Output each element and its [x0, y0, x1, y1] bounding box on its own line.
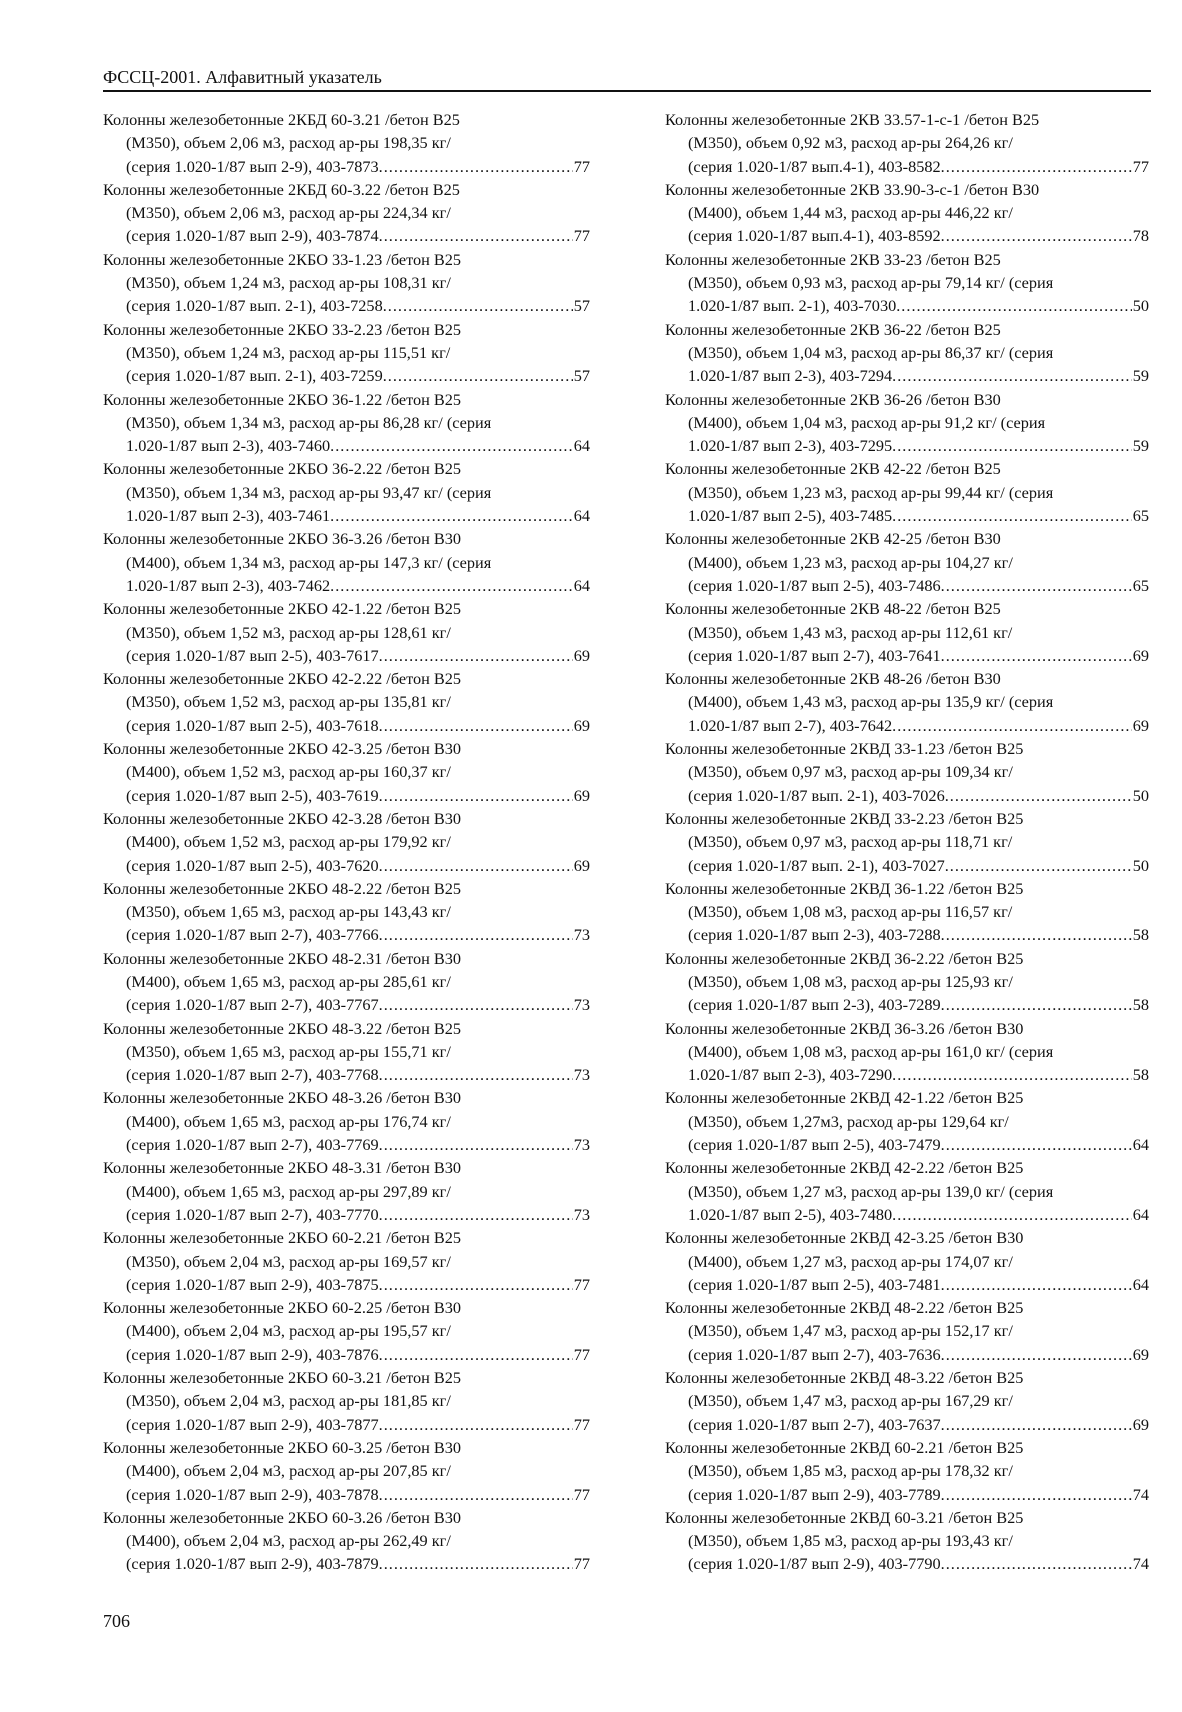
entry-reference-line	[103, 224, 590, 247]
index-entry	[103, 1226, 590, 1296]
entry-detail-line: (М350), объем 1,85 м3, расход ар-ры 193,43 кг/	[688, 1531, 1013, 1551]
entry-reference: (серия 1.020-1/87 вып 2-7), 403-7641	[688, 645, 941, 665]
dot-leader	[379, 1273, 573, 1296]
entry-reference: (серия 1.020-1/87 вып 2-9), 403-7875	[126, 1274, 379, 1294]
index-entry	[665, 1086, 1149, 1156]
entry-page-ref: 50	[1132, 785, 1149, 805]
dot-leader	[379, 923, 573, 946]
entry-detail-line: (М350), объем 1,43 м3, расход ар-ры 112,61 кг/	[688, 622, 1013, 642]
entry-reference: (серия 1.020-1/87 вып 2-7), 403-7770	[126, 1204, 379, 1224]
entry-reference-line	[665, 714, 1149, 737]
entry-reference: (серия 1.020-1/87 вып 2-5), 403-7617	[126, 645, 379, 665]
entry-title-line: Колонны железобетонные 2КВ 48-26 /бетон В30	[665, 669, 1001, 689]
index-entry	[103, 1506, 590, 1576]
entry-reference-line	[665, 784, 1149, 807]
index-entry	[103, 178, 590, 248]
entry-detail-line: (М400), объем 1,65 м3, расход ар-ры 285,61 кг/	[126, 971, 451, 991]
entry-detail-line: (М350), объем 0,97 м3, расход ар-ры 109,34 кг/	[688, 762, 1013, 782]
dot-leader	[379, 1203, 573, 1226]
entry-reference-line	[665, 434, 1149, 457]
entry-title-line: Колонны железобетонные 2КБД 60-3.22 /бетон В25	[103, 179, 460, 199]
entry-detail-line: (М400), объем 1,52 м3, расход ар-ры 160,37 кг/	[126, 762, 451, 782]
entry-reference-line	[103, 714, 590, 737]
entry-reference-line	[665, 364, 1149, 387]
dot-leader	[383, 294, 573, 317]
entry-page-ref: 77	[573, 1274, 590, 1294]
entry-reference-line	[103, 1133, 590, 1156]
entry-detail-line: (М350), объем 0,97 м3, расход ар-ры 118,71 кг/	[688, 832, 1013, 852]
entry-page-ref: 59	[1132, 366, 1149, 386]
entry-page-ref: 74	[1132, 1554, 1149, 1574]
entry-reference-line	[103, 434, 590, 457]
index-entry	[665, 737, 1149, 807]
entry-reference-line	[665, 1413, 1149, 1436]
dot-leader	[941, 155, 1132, 178]
dot-leader	[379, 1343, 573, 1366]
entry-detail-line: (М350), объем 2,06 м3, расход ар-ры 224,34 кг/	[126, 203, 451, 223]
entry-reference-line	[103, 574, 590, 597]
entry-reference: 1.020-1/87 вып 2-3), 403-7461	[126, 506, 331, 526]
entry-detail-line: (М350), объем 1,04 м3, расход ар-ры 86,37 кг/ (серия	[688, 342, 1054, 362]
entry-detail-line: (М350), объем 1,23 м3, расход ар-ры 99,44 кг/ (серия	[688, 482, 1054, 502]
entry-title-line: Колонны железобетонные 2КБО 33-2.23 /бетон В25	[103, 319, 462, 339]
entry-reference-line	[103, 1483, 590, 1506]
dot-leader	[379, 1483, 573, 1506]
entry-page-ref: 73	[573, 1065, 590, 1085]
entry-reference: (серия 1.020-1/87 вып 2-7), 403-7766	[126, 925, 379, 945]
index-entry	[103, 108, 590, 178]
index-entry	[103, 388, 590, 458]
entry-title-line: Колонны железобетонные 2КВ 33.57-1-с-1 /бетон В25	[665, 110, 1040, 129]
index-entry	[103, 667, 590, 737]
entry-reference-line	[103, 1203, 590, 1226]
entry-reference: (серия 1.020-1/87 вып 2-5), 403-7619	[126, 785, 379, 805]
entry-title-line: Колонны железобетонные 2КБД 60-3.21 /бетон В25	[103, 110, 460, 129]
entry-reference: (серия 1.020-1/87 вып 2-7), 403-7637	[688, 1414, 941, 1434]
entry-reference: (серия 1.020-1/87 вып 2-9), 403-7789	[688, 1484, 941, 1504]
index-entry	[665, 318, 1149, 388]
entry-reference: (серия 1.020-1/87 вып. 2-1), 403-7026	[688, 785, 945, 805]
entry-detail-line: (М350), объем 2,04 м3, расход ар-ры 169,57 кг/	[126, 1251, 451, 1271]
entry-detail-line: (М350), объем 1,08 м3, расход ар-ры 116,57 кг/	[688, 902, 1013, 922]
entry-reference: 1.020-1/87 вып 2-3), 403-7460	[126, 436, 331, 456]
index-entry	[103, 877, 590, 947]
entry-title-line: Колонны железобетонные 2КВД 60-3.21 /бетон В25	[665, 1507, 1024, 1527]
entry-detail-line: (М400), объем 2,04 м3, расход ар-ры 262,49 кг/	[126, 1531, 451, 1551]
entry-page-ref: 65	[1132, 575, 1149, 595]
entry-reference-line	[665, 993, 1149, 1016]
entry-page-ref: 77	[573, 1484, 590, 1504]
index-entry	[665, 1017, 1149, 1087]
entry-reference-line	[665, 1063, 1149, 1086]
entry-title-line: Колонны железобетонные 2КВД 60-2.21 /бетон В25	[665, 1437, 1024, 1457]
entry-page-ref: 69	[573, 855, 590, 875]
index-entry	[103, 457, 590, 527]
entry-reference-line	[103, 1343, 590, 1366]
entry-page-ref: 69	[1132, 1344, 1149, 1364]
entry-title-line: Колонны железобетонные 2КВД 48-3.22 /бетон В25	[665, 1368, 1024, 1388]
entry-title-line: Колонны железобетонные 2КВ 42-25 /бетон В30	[665, 529, 1001, 549]
entry-reference: (серия 1.020-1/87 вып 2-5), 403-7481	[688, 1274, 941, 1294]
dot-leader	[892, 504, 1132, 527]
dot-leader	[379, 1063, 573, 1086]
entry-title-line: Колонны железобетонные 2КБО 33-1.23 /бетон В25	[103, 249, 462, 269]
index-column-left	[103, 108, 590, 1576]
entry-page-ref: 58	[1132, 1065, 1149, 1085]
dot-leader	[941, 1413, 1132, 1436]
entry-detail-line: (М350), объем 1,47 м3, расход ар-ры 167,29 кг/	[688, 1391, 1013, 1411]
entry-reference: (серия 1.020-1/87 вып 2-3), 403-7288	[688, 925, 941, 945]
dot-leader	[941, 1483, 1132, 1506]
entry-detail-line: (М350), объем 1,65 м3, расход ар-ры 143,43 кг/	[126, 902, 451, 922]
entry-title-line: Колонны железобетонные 2КБО 48-3.22 /бетон В25	[103, 1018, 462, 1038]
entry-reference-line	[103, 504, 590, 527]
dot-leader	[330, 504, 573, 527]
entry-reference-line	[665, 1133, 1149, 1156]
dot-leader	[941, 923, 1132, 946]
dot-leader	[896, 294, 1131, 317]
entry-detail-line: (М350), объем 1,08 м3, расход ар-ры 125,93 кг/	[688, 971, 1013, 991]
entry-reference-line	[103, 294, 590, 317]
entry-reference: (серия 1.020-1/87 вып 2-9), 403-7878	[126, 1484, 379, 1504]
entry-reference: (серия 1.020-1/87 вып 2-5), 403-7486	[688, 575, 941, 595]
entry-title-line: Колонны железобетонные 2КБО 36-2.22 /бетон В25	[103, 459, 462, 479]
dot-leader	[945, 854, 1132, 877]
entry-reference: (серия 1.020-1/87 вып 2-5), 403-7479	[688, 1135, 941, 1155]
entry-reference: (серия 1.020-1/87 вып 2-9), 403-7790	[688, 1554, 941, 1574]
entry-reference-line	[665, 504, 1149, 527]
entry-reference: 1.020-1/87 вып 2-3), 403-7290	[688, 1065, 893, 1085]
entry-reference: 1.020-1/87 вып 2-3), 403-7462	[126, 575, 331, 595]
dot-leader	[330, 574, 573, 597]
index-entry	[665, 1226, 1149, 1296]
index-entry	[665, 667, 1149, 737]
dot-leader	[941, 1343, 1132, 1366]
entry-page-ref: 64	[1132, 1204, 1149, 1224]
entry-title-line: Колонны железобетонные 2КБО 48-2.31 /бетон В30	[103, 948, 462, 968]
entry-title-line: Колонны железобетонные 2КБО 36-1.22 /бетон В25	[103, 389, 462, 409]
entry-title-line: Колонны железобетонные 2КБО 42-2.22 /бетон В25	[103, 669, 462, 689]
entry-title-line: Колонны железобетонные 2КВД 42-3.25 /бетон В30	[665, 1228, 1024, 1248]
index-entry	[103, 1296, 590, 1366]
index-entry	[665, 877, 1149, 947]
entry-reference: (серия 1.020-1/87 вып 2-7), 403-7768	[126, 1065, 379, 1085]
entry-reference: (серия 1.020-1/87 вып.4-1), 403-8592	[688, 226, 941, 246]
entry-detail-line: (М350), объем 0,92 м3, расход ар-ры 264,26 кг/	[688, 133, 1013, 153]
entry-page-ref: 77	[1132, 156, 1149, 176]
index-entry	[665, 527, 1149, 597]
dot-leader	[379, 784, 573, 807]
index-entry	[665, 457, 1149, 527]
entry-reference: (серия 1.020-1/87 вып. 2-1), 403-7259	[126, 366, 383, 386]
entry-page-ref: 59	[1132, 436, 1149, 456]
entry-page-ref: 78	[1132, 226, 1149, 246]
entry-title-line: Колонны железобетонные 2КВД 42-1.22 /бетон В25	[665, 1088, 1024, 1108]
entry-detail-line: (М350), объем 2,06 м3, расход ар-ры 198,35 кг/	[126, 133, 451, 153]
entry-reference-line	[665, 224, 1149, 247]
entry-detail-line: (М400), объем 1,08 м3, расход ар-ры 161,0 кг/ (серия	[688, 1041, 1054, 1061]
entry-title-line: Колонны железобетонные 2КВД 42-2.22 /бетон В25	[665, 1158, 1024, 1178]
entry-page-ref: 73	[573, 1204, 590, 1224]
dot-leader	[330, 434, 573, 457]
entry-title-line: Колонны железобетонные 2КБО 60-3.26 /бетон В30	[103, 1507, 462, 1527]
index-entry	[665, 1366, 1149, 1436]
dot-leader	[379, 155, 573, 178]
entry-reference-line	[665, 155, 1149, 178]
entry-reference: (серия 1.020-1/87 вып 2-9), 403-7877	[126, 1414, 379, 1434]
entry-reference-line	[103, 923, 590, 946]
dot-leader	[892, 714, 1132, 737]
entry-page-ref: 64	[573, 506, 590, 526]
index-entry	[103, 737, 590, 807]
entry-page-ref: 77	[573, 1554, 590, 1574]
entry-reference-line	[665, 854, 1149, 877]
entry-page-ref: 50	[1132, 296, 1149, 316]
entry-page-ref: 64	[1132, 1135, 1149, 1155]
index-entry	[103, 1017, 590, 1087]
entry-page-ref: 77	[573, 1344, 590, 1364]
entry-title-line: Колонны железобетонные 2КБО 60-3.21 /бетон В25	[103, 1368, 462, 1388]
entry-title-line: Колонны железобетонные 2КВД 33-2.23 /бетон В25	[665, 808, 1024, 828]
page-header	[103, 66, 1151, 92]
entry-detail-line: (М350), объем 1,27 м3, расход ар-ры 139,0 кг/ (серия	[688, 1181, 1054, 1201]
entry-title-line: Колонны железобетонные 2КВ 36-26 /бетон В30	[665, 389, 1001, 409]
dot-leader	[379, 714, 573, 737]
dot-leader	[379, 1552, 573, 1575]
index-entry	[665, 597, 1149, 667]
entry-title-line: Колонны железобетонные 2КВ 33.90-3-с-1 /бетон В30	[665, 179, 1040, 199]
entry-detail-line: (М350), объем 1,47 м3, расход ар-ры 152,17 кг/	[688, 1321, 1013, 1341]
entry-page-ref: 77	[573, 226, 590, 246]
dot-leader	[379, 993, 573, 1016]
entry-reference-line	[103, 644, 590, 667]
entry-reference: (серия 1.020-1/87 вып 2-9), 403-7873	[126, 156, 379, 176]
header-title: ФССЦ-2001. Алфавитный указатель	[103, 67, 382, 87]
index-entry	[665, 947, 1149, 1017]
entry-page-ref: 69	[573, 715, 590, 735]
entry-title-line: Колонны железобетонные 2КБО 36-3.26 /бетон В30	[103, 529, 462, 549]
dot-leader	[379, 1413, 573, 1436]
entry-detail-line: (М400), объем 1,27 м3, расход ар-ры 174,07 кг/	[688, 1251, 1013, 1271]
entry-title-line: Колонны железобетонные 2КБО 60-3.25 /бетон В30	[103, 1437, 462, 1457]
entry-detail-line: (М350), объем 1,27м3, расход ар-ры 129,64 кг/	[688, 1111, 1009, 1131]
entry-detail-line: (М350), объем 1,24 м3, расход ар-ры 108,31 кг/	[126, 273, 451, 293]
entry-reference: 1.020-1/87 вып 2-5), 403-7485	[688, 506, 893, 526]
index-entry	[665, 1506, 1149, 1576]
entry-reference-line	[665, 574, 1149, 597]
entry-reference: 1.020-1/87 вып 2-5), 403-7480	[688, 1204, 893, 1224]
entry-reference-line	[103, 1063, 590, 1086]
entry-detail-line: (М350), объем 0,93 м3, расход ар-ры 79,14 кг/ (серия	[688, 273, 1054, 293]
entry-reference: (серия 1.020-1/87 вып 2-9), 403-7879	[126, 1554, 379, 1574]
entry-reference: (серия 1.020-1/87 вып 2-7), 403-7636	[688, 1344, 941, 1364]
entry-page-ref: 77	[573, 156, 590, 176]
index-entry	[103, 1086, 590, 1156]
entry-reference-line	[665, 644, 1149, 667]
dot-leader	[892, 434, 1132, 457]
dot-leader	[941, 1273, 1132, 1296]
dot-leader	[941, 224, 1132, 247]
index-entry	[665, 178, 1149, 248]
entry-page-ref: 69	[573, 785, 590, 805]
entry-reference: (серия 1.020-1/87 вып. 2-1), 403-7258	[126, 296, 383, 316]
entry-detail-line: (М400), объем 2,04 м3, расход ар-ры 195,57 кг/	[126, 1321, 451, 1341]
entry-detail-line: (М350), объем 1,65 м3, расход ар-ры 155,71 кг/	[126, 1041, 451, 1061]
entry-reference-line	[665, 1483, 1149, 1506]
entry-detail-line: (М350), объем 2,04 м3, расход ар-ры 181,85 кг/	[126, 1391, 451, 1411]
entry-page-ref: 64	[573, 436, 590, 456]
entry-page-ref: 58	[1132, 995, 1149, 1015]
dot-leader	[941, 1133, 1132, 1156]
entry-title-line: Колонны железобетонные 2КВД 48-2.22 /бетон В25	[665, 1298, 1024, 1318]
entry-reference: (серия 1.020-1/87 вып 2-7), 403-7769	[126, 1135, 379, 1155]
entry-detail-line: (М400), объем 1,43 м3, расход ар-ры 135,9 кг/ (серия	[688, 692, 1054, 712]
entry-detail-line: (М400), объем 1,65 м3, расход ар-ры 297,89 кг/	[126, 1181, 451, 1201]
entry-reference: 1.020-1/87 вып 2-3), 403-7294	[688, 366, 893, 386]
entry-title-line: Колонны железобетонные 2КВ 36-22 /бетон В25	[665, 319, 1001, 339]
dot-leader	[892, 1203, 1132, 1226]
entry-page-ref: 58	[1132, 925, 1149, 945]
entry-reference: (серия 1.020-1/87 вып 2-3), 403-7289	[688, 995, 941, 1015]
entry-detail-line: (М400), объем 2,04 м3, расход ар-ры 207,85 кг/	[126, 1461, 451, 1481]
entry-detail-line: (М400), объем 1,65 м3, расход ар-ры 176,74 кг/	[126, 1111, 451, 1131]
entry-detail-line: (М350), объем 1,85 м3, расход ар-ры 178,32 кг/	[688, 1461, 1013, 1481]
entry-page-ref: 57	[573, 366, 590, 386]
index-entry	[103, 1436, 590, 1506]
dot-leader	[941, 644, 1132, 667]
index-entry	[665, 108, 1149, 178]
entry-reference: (серия 1.020-1/87 вып.4-1), 403-8582	[688, 156, 941, 176]
entry-reference-line	[103, 993, 590, 1016]
entry-reference-line	[665, 923, 1149, 946]
entry-reference-line	[103, 155, 590, 178]
entry-page-ref: 50	[1132, 855, 1149, 875]
entry-page-ref: 73	[573, 995, 590, 1015]
entry-reference: (серия 1.020-1/87 вып 2-9), 403-7874	[126, 226, 379, 246]
index-entry	[665, 1436, 1149, 1506]
index-entry	[103, 597, 590, 667]
index-entry	[103, 1156, 590, 1226]
entry-reference: (серия 1.020-1/87 вып 2-7), 403-7767	[126, 995, 379, 1015]
entry-reference-line	[103, 784, 590, 807]
entry-title-line: Колонны железобетонные 2КБО 42-3.28 /бетон В30	[103, 808, 462, 828]
entry-reference-line	[665, 1343, 1149, 1366]
entry-title-line: Колонны железобетонные 2КВД 33-1.23 /бетон В25	[665, 739, 1024, 759]
page-number: 706	[103, 1611, 130, 1631]
entry-title-line: Колонны железобетонные 2КВД 36-3.26 /бетон В30	[665, 1018, 1024, 1038]
entry-reference: (серия 1.020-1/87 вып 2-9), 403-7876	[126, 1344, 379, 1364]
entry-reference-line	[665, 1203, 1149, 1226]
entry-reference-line	[103, 854, 590, 877]
entry-reference-line	[665, 294, 1149, 317]
entry-detail-line: (М400), объем 1,44 м3, расход ар-ры 446,22 кг/	[688, 203, 1013, 223]
entry-title-line: Колонны железобетонные 2КВ 42-22 /бетон В25	[665, 459, 1001, 479]
dot-leader	[379, 644, 573, 667]
entry-title-line: Колонны железобетонные 2КБО 48-3.31 /бетон В30	[103, 1158, 462, 1178]
entry-page-ref: 73	[573, 925, 590, 945]
index-entry	[103, 318, 590, 388]
entry-reference: (серия 1.020-1/87 вып 2-5), 403-7620	[126, 855, 379, 875]
entry-detail-line: (М350), объем 1,24 м3, расход ар-ры 115,51 кг/	[126, 342, 451, 362]
entry-detail-line: (М350), объем 1,52 м3, расход ар-ры 135,81 кг/	[126, 692, 451, 712]
entry-title-line: Колонны железобетонные 2КВ 33-23 /бетон В25	[665, 249, 1001, 269]
entry-title-line: Колонны железобетонные 2КВД 36-2.22 /бетон В25	[665, 948, 1024, 968]
entry-page-ref: 69	[1132, 645, 1149, 665]
entry-detail-line: (М400), объем 1,34 м3, расход ар-ры 147,3 кг/ (серия	[126, 552, 492, 572]
entry-page-ref: 65	[1132, 506, 1149, 526]
entry-page-ref: 69	[1132, 715, 1149, 735]
entry-reference: 1.020-1/87 вып 2-3), 403-7295	[688, 436, 893, 456]
entry-title-line: Колонны железобетонные 2КВД 36-1.22 /бетон В25	[665, 878, 1024, 898]
entry-reference: (серия 1.020-1/87 вып 2-5), 403-7618	[126, 715, 379, 735]
entry-reference: 1.020-1/87 вып. 2-1), 403-7030	[688, 296, 897, 316]
entry-reference-line	[665, 1273, 1149, 1296]
entry-reference-line	[103, 1413, 590, 1436]
entry-title-line: Колонны железобетонные 2КБО 42-3.25 /бетон В30	[103, 739, 462, 759]
entry-title-line: Колонны железобетонные 2КБО 60-2.21 /бетон В25	[103, 1228, 462, 1248]
entry-page-ref: 64	[1132, 1274, 1149, 1294]
entry-reference-line	[103, 1273, 590, 1296]
entry-page-ref: 64	[573, 575, 590, 595]
index-entry	[103, 947, 590, 1017]
entry-detail-line: (М400), объем 1,04 м3, расход ар-ры 91,2 кг/ (серия	[688, 412, 1046, 432]
entry-page-ref: 57	[573, 296, 590, 316]
dot-leader	[383, 364, 573, 387]
dot-leader	[945, 784, 1132, 807]
entry-page-ref: 69	[1132, 1414, 1149, 1434]
index-entry	[665, 388, 1149, 458]
index-column-right	[665, 108, 1149, 1576]
entry-title-line: Колонны железобетонные 2КБО 42-1.22 /бетон В25	[103, 599, 462, 619]
index-entry	[103, 527, 590, 597]
dot-leader	[379, 224, 573, 247]
index-entry	[103, 248, 590, 318]
dot-leader	[379, 1133, 573, 1156]
index-entry	[103, 807, 590, 877]
dot-leader	[941, 574, 1132, 597]
dot-leader	[892, 364, 1132, 387]
entry-detail-line: (М400), объем 1,23 м3, расход ар-ры 104,27 кг/	[688, 552, 1013, 572]
index-entry	[103, 1366, 590, 1436]
dot-leader	[892, 1063, 1132, 1086]
entry-reference-line	[103, 1552, 590, 1575]
entry-page-ref: 69	[573, 645, 590, 665]
dot-leader	[941, 1552, 1132, 1575]
index-entry	[665, 1156, 1149, 1226]
index-entry	[665, 1296, 1149, 1366]
dot-leader	[379, 854, 573, 877]
index-entry	[665, 248, 1149, 318]
entry-title-line: Колонны железобетонные 2КБО 48-3.26 /бетон В30	[103, 1088, 462, 1108]
entry-page-ref: 77	[573, 1414, 590, 1434]
entry-reference-line	[665, 1552, 1149, 1575]
entry-title-line: Колонны железобетонные 2КБО 48-2.22 /бетон В25	[103, 878, 462, 898]
entry-page-ref: 74	[1132, 1484, 1149, 1504]
entry-title-line: Колонны железобетонные 2КБО 60-2.25 /бетон В30	[103, 1298, 462, 1318]
entry-page-ref: 73	[573, 1135, 590, 1155]
entry-reference: 1.020-1/87 вып 2-7), 403-7642	[688, 715, 893, 735]
entry-reference-line	[103, 364, 590, 387]
entry-detail-line: (М350), объем 1,34 м3, расход ар-ры 86,28 кг/ (серия	[126, 412, 492, 432]
entry-detail-line: (М350), объем 1,34 м3, расход ар-ры 93,47 кг/ (серия	[126, 482, 492, 502]
entry-detail-line: (М350), объем 1,52 м3, расход ар-ры 128,61 кг/	[126, 622, 451, 642]
index-entry	[665, 807, 1149, 877]
dot-leader	[941, 993, 1132, 1016]
entry-reference: (серия 1.020-1/87 вып. 2-1), 403-7027	[688, 855, 945, 875]
entry-detail-line: (М400), объем 1,52 м3, расход ар-ры 179,92 кг/	[126, 832, 451, 852]
entry-title-line: Колонны железобетонные 2КВ 48-22 /бетон В25	[665, 599, 1001, 619]
